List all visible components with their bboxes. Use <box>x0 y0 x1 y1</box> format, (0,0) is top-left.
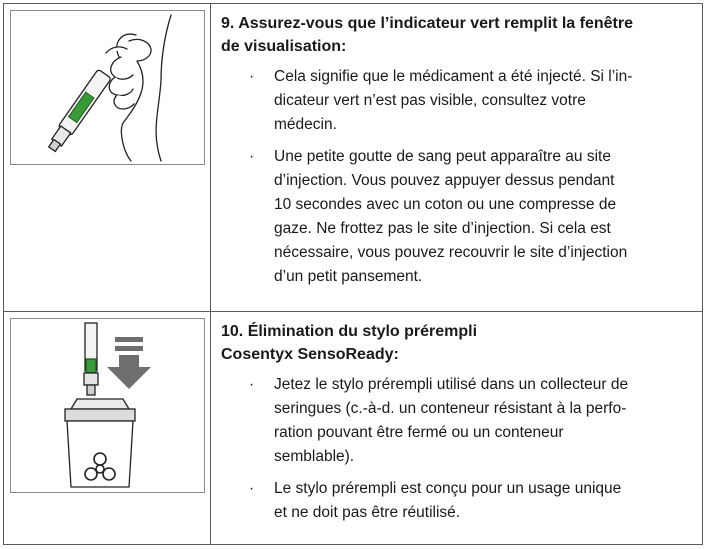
step-10-title: 10. Élimination du stylo prérempli Cosentyx SensoReady: <box>221 323 478 363</box>
step-9-text-cell <box>211 4 703 312</box>
list-item: · Jetez le stylo prérempli utilisé dans un collecteur de seringues (c.-à-d. un conteneur résistant à la perfo- ration pouvant être fermé ou un conteneur semblable). <box>249 376 629 465</box>
step-9-row <box>4 4 703 312</box>
step-10-text-cell <box>211 312 703 545</box>
step-10-bullets <box>221 373 694 525</box>
hand-pen-icon <box>11 11 203 162</box>
step-9-title: 9. Assurez-vous que l’indicateur vert remplit la fenêtre de visualisation: <box>221 15 633 55</box>
list-item: · Le stylo prérempli est conçu pour un usage unique et ne doit pas être réutilisé. <box>249 480 622 521</box>
step-9-bullets <box>221 65 694 289</box>
hand-holding-pen-illustration <box>10 10 205 165</box>
pen-into-sharps-container-illustration <box>10 318 205 493</box>
instruction-table <box>3 3 703 545</box>
list-item: · Cela signifie que le médicament a été injecté. Si l’in- dicateur vert n’est pas visible, consultez votre médecin. <box>249 68 633 133</box>
down-arrow-icon <box>107 337 151 389</box>
green-indicator-window <box>86 359 96 373</box>
step-10-row <box>4 312 703 545</box>
step-10-image-cell <box>4 312 211 545</box>
step-9-image-cell <box>4 4 211 312</box>
list-item: · Une petite goutte de sang peut apparaître au site d’injection. Vous pouvez appuyer dessus pendant 10 secondes avec un coton ou une compresse de gaze. Ne frottez pas le site d’injection. Si cela est nécessaire, vous pouvez recouvrir le site d’injection d’un petit pansement. <box>249 148 628 285</box>
sharps-container-icon <box>11 319 203 490</box>
